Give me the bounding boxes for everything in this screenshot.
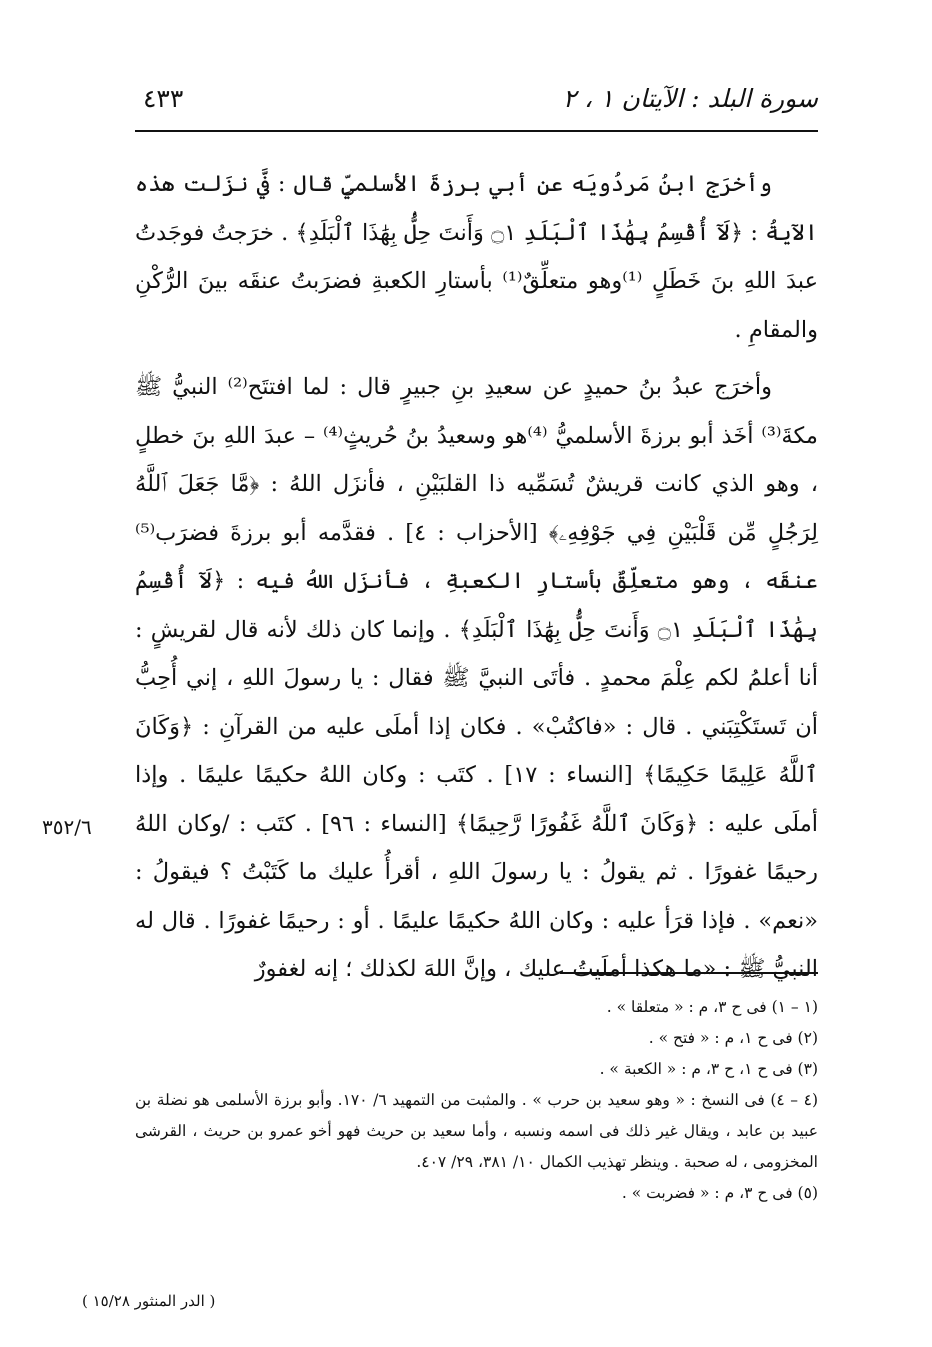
- source-reference: ( الدر المنثور ١٥/٢٨ ): [82, 1292, 216, 1310]
- page-number: ٤٣٣: [143, 84, 184, 113]
- page-header: [135, 78, 818, 122]
- footnote-4: (٤ – ٤) فى النسخ : « وهو سعيد بن حرب » . والمثبت من التمهيد ٦/ ١٧٠. وأبو برزة الأسلمى هو نضلة بن عبيد بن عابد ، ويقال غير ذلك فى اسمه ونسبه ، وأما سعيد بن حريث فهو أخو عمرو بن حريث ، القرشى المخزومى ، له صحبة . وينظر تهذيب الكمال ١٠/ ٣٨١، ٢٩/ ٤٠٧.: [135, 1091, 818, 1171]
- footnote-2: (٢) فى ح ١، م : « فتح » .: [648, 1029, 818, 1047]
- footnote-5: (٥) فى ح ٣، م : « فضربت » .: [621, 1184, 818, 1202]
- footnote-1: (١ – ١) فى ح ٣، م : « متعلقا » .: [606, 998, 818, 1016]
- running-title: سورة البلد : الآيتان ١ ، ٢: [562, 84, 818, 113]
- paragraph-2: وأخرَج عبدُ بنُ حميدٍ عن سعيدِ بنِ جبيرٍ قال : لما افتتَح⁽²⁾ النبيُّ ﷺ مكةَ⁽³⁾ أخَذ أبو برزةَ الأسلميُّ ⁽⁴⁾هو وسعيدُ بنُ حُريثٍ⁽⁴⁾ – عبدَ اللهِ بنَ خطلٍ ، وهو الذي كانت قريشٌ تُسَمِّيه ذا القلبَيْنِ ، فأنزَل اللهُ : ﴿مَّا جَعَلَ ٱللَّهُ لِرَجُلٍ مِّن قَلْبَيْنِ فِي جَوْفِهِۦ﴾ [الأحزاب : ٤] . فقدَّمه أبو برزةَ فضرَب⁽⁵⁾ عنقَه ، وهو متعلِّقٌ بأستارِ الكعبةِ ، فأنزَل اللهُ فيه : ﴿لَآ أُقْسِمُ بِهَٰذَا ٱلْبَلَدِ ۝١ وَأَنتَ حِلُّۢ بِهَٰذَا ٱلْبَلَدِ﴾ . وإنما كان ذلك لأنه قال لقريشٍ : أنا أعلمُ لكم عِلْمَ محمدٍ . فأتَى النبيَّ ﷺ فقال : يا رسولَ اللهِ ، إني أُحِبُّ أن تَستَكْتِبَني . قال : «فاكتُبْ» . فكان إذا أملَى عليه من القرآنِ : ﴿وَكَانَ ٱللَّهُ عَلِيمًا حَكِيمًا﴾ [النساء : ١٧] . كتَب : وكان اللهُ حكيمًا عليمًا . وإذا أملَى عليه : ﴿وَكَانَ ٱللَّهُ غَفُورًا رَّحِيمًا﴾ [النساء : ٩٦] . كتَب : /وكان اللهُ رحيمًا غفورًا . ثم يقولُ : يا رسولَ اللهِ ، أقرأُ عليك ما كَتَبْتُ ؟ فيقولُ : «نعم» . فإذا قرَأ عليه : وكان اللهُ حكيمًا عليمًا . أو : رحيمًا غفورًا . قال له النبيُّ ﷺ : «ما هكذا أملَيتُ عليك ، وإنَّ اللهَ لكذلك ؛ إنه لغفورٌ: [135, 374, 818, 982]
- footnotes: [135, 992, 818, 1209]
- footnote-divider: [560, 972, 818, 974]
- paragraph-1: وأخرَج ابنُ مَردُويَه عن أبي برزةَ الأسلميِّ قال : فيَّ نزَلت هذه الآيةُ : ﴿لَآ أُقْسِمُ بِهَٰذَا ٱلْبَلَدِ ۝١ وَأَنتَ حِلُّۢ بِهَٰذَا ٱلْبَلَدِ﴾ . خرَجتُ فوجَدتُ عبدَ اللهِ بنَ خَطَلٍ ⁽¹⁾وهو متعلِّقٌ⁽¹⁾ بأستارِ الكعبةِ فضرَبتُ عنقَه بينَ الرُّكْنِ والمقامِ .: [135, 171, 819, 343]
- footnote-3: (٣) فى ح ١، ح ٣، م : « الكعبة » .: [599, 1060, 818, 1078]
- main-text: [135, 160, 818, 994]
- header-divider: [135, 130, 818, 132]
- margin-reference: ٣٥٢/٦: [42, 815, 92, 839]
